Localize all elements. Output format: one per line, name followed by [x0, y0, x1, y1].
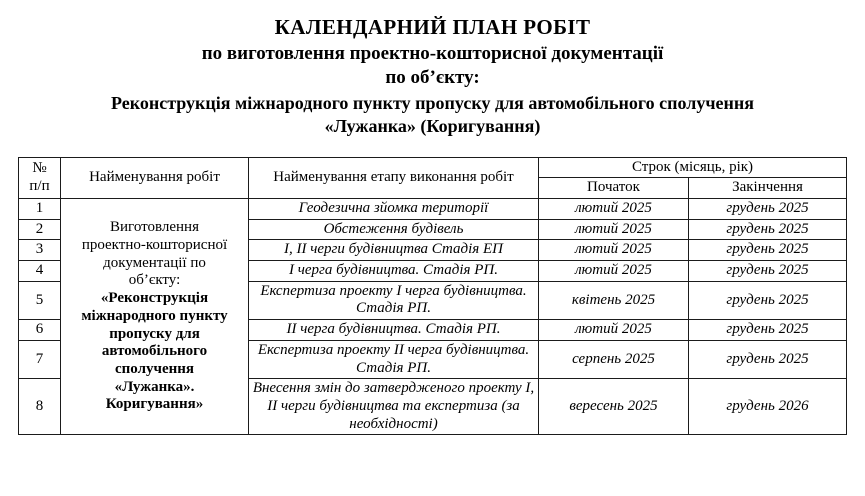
header-no	[19, 157, 61, 198]
document-title-block	[18, 14, 847, 138]
start-date-cell: лютий 2025	[539, 219, 689, 240]
end-date-cell: грудень 2025	[689, 281, 847, 319]
row-number: 2	[19, 219, 61, 240]
calendar-plan-table	[18, 157, 847, 436]
stage-cell: Внесення змін до затвердженого проекту І, ІІ черги будівництва та експертиза (за необхідності)	[249, 379, 539, 435]
header-start: Початок	[539, 178, 689, 199]
works-plain-line: Виготовлення	[110, 219, 199, 236]
row-number: 4	[19, 261, 61, 282]
works-bold-line: «Лужанка».	[114, 378, 195, 395]
end-date-cell: грудень 2025	[689, 340, 847, 378]
end-date-cell: грудень 2025	[689, 261, 847, 282]
header-no-top: №	[32, 160, 47, 177]
row-number: 1	[19, 199, 61, 220]
stage-cell: Експертиза проекту І черга будівництва. Стадія РП.	[249, 281, 539, 319]
header-term: Строк (місяць, рік)	[539, 157, 847, 178]
works-bold-line: «Реконструкція	[100, 290, 209, 307]
row-number: 8	[19, 379, 61, 435]
header-stage: Найменування етапу виконання робіт	[249, 157, 539, 198]
stage-cell: ІІ черга будівництва. Стадія РП.	[249, 320, 539, 341]
title-line-1: КАЛЕНДАРНИЙ ПЛАН РОБІТ	[274, 15, 591, 39]
header-works: Найменування робіт	[61, 157, 249, 198]
works-plain-line: документації по	[103, 254, 206, 271]
start-date-cell: вересень 2025	[539, 379, 689, 435]
row-number: 3	[19, 240, 61, 261]
table-header-row-1	[19, 157, 847, 178]
title-line-5: «Лужанка» (Коригування)	[324, 116, 541, 136]
start-date-cell: лютий 2025	[539, 199, 689, 220]
works-bold-line: сполучення	[114, 360, 195, 377]
title-line-2: по виготовлення проектно-кошторисної документації	[201, 43, 664, 65]
stage-cell: І, ІІ черги будівництва Стадія ЕП	[249, 240, 539, 261]
stage-cell: Обстеження будівель	[249, 219, 539, 240]
stage-cell: Експертиза проекту ІІ черга будівництва. Стадія РП.	[249, 340, 539, 378]
header-end: Закінчення	[689, 178, 847, 199]
works-bold-line: Коригування»	[105, 396, 204, 413]
row-number: 6	[19, 320, 61, 341]
end-date-cell: грудень 2025	[689, 219, 847, 240]
stage-cell: Геодезична зйомка території	[249, 199, 539, 220]
works-bold-line: пропуску для	[109, 325, 200, 342]
works-bold-line: автомобільного	[101, 343, 208, 360]
table-row	[19, 199, 847, 220]
stage-cell: І черга будівництва. Стадія РП.	[249, 261, 539, 282]
end-date-cell: грудень 2025	[689, 320, 847, 341]
row-number: 7	[19, 340, 61, 378]
title-line-4: Реконструкція міжнародного пункту пропуску для автомобільного сполучення	[110, 93, 755, 114]
start-date-cell: лютий 2025	[539, 320, 689, 341]
works-plain-line: об’єкту:	[128, 272, 181, 289]
end-date-cell: грудень 2025	[689, 240, 847, 261]
end-date-cell: грудень 2026	[689, 379, 847, 435]
works-plain-line: проектно-кошторисної	[81, 237, 228, 254]
works-description-cell	[61, 199, 249, 435]
start-date-cell: лютий 2025	[539, 261, 689, 282]
start-date-cell: серпень 2025	[539, 340, 689, 378]
start-date-cell: лютий 2025	[539, 240, 689, 261]
row-number: 5	[19, 281, 61, 319]
works-bold-line: міжнародного пункту	[81, 307, 228, 324]
title-line-3: по об’єкту:	[385, 67, 480, 89]
start-date-cell: квітень 2025	[539, 281, 689, 319]
end-date-cell: грудень 2025	[689, 199, 847, 220]
header-no-bottom: п/п	[29, 177, 50, 194]
